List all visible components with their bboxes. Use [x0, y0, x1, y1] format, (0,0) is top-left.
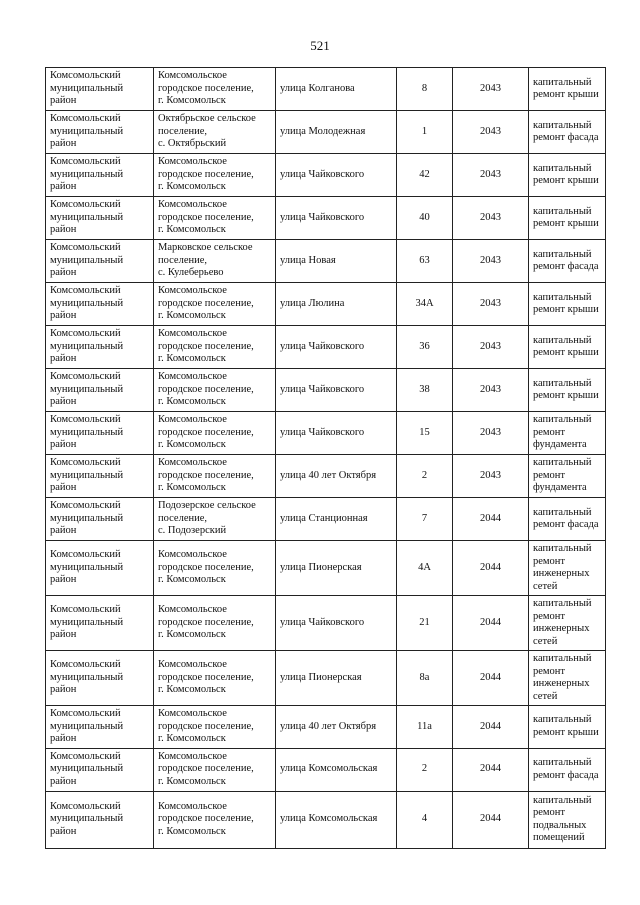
table-row	[46, 791, 606, 848]
settlement-cell: Комсомольское городское поселение, г. Комсомольск	[154, 596, 276, 651]
work-type-cell: капитальный ремонт крыши	[529, 326, 606, 369]
table-row	[46, 240, 606, 283]
table-row	[46, 412, 606, 455]
year-cell: 2043	[453, 326, 529, 369]
settlement-cell: Октябрьское сельское поселение, с. Октябрьский	[154, 111, 276, 154]
settlement-cell: Комсомольское городское поселение, г. Комсомольск	[154, 68, 276, 111]
year-cell: 2044	[453, 651, 529, 706]
year-cell: 2044	[453, 596, 529, 651]
work-type-cell: капитальный ремонт крыши	[529, 197, 606, 240]
year-cell: 2043	[453, 412, 529, 455]
work-type-cell: капитальный ремонт фундамента	[529, 455, 606, 498]
table-row	[46, 498, 606, 541]
year-cell: 2043	[453, 154, 529, 197]
district-cell: Комсомольский муниципальный район	[46, 596, 154, 651]
street-cell: улица Чайковского	[276, 326, 397, 369]
settlement-cell: Марковское сельское поселение, с. Кулеберьево	[154, 240, 276, 283]
street-cell: улица 40 лет Октября	[276, 706, 397, 749]
street-cell: улица Комсомольская	[276, 791, 397, 848]
district-cell: Комсомольский муниципальный район	[46, 154, 154, 197]
work-type-cell: капитальный ремонт фасада	[529, 498, 606, 541]
year-cell: 2043	[453, 240, 529, 283]
street-cell: улица Молодежная	[276, 111, 397, 154]
work-type-cell: капитальный ремонт подвальных помещений	[529, 791, 606, 848]
settlement-cell: Комсомольское городское поселение, г. Комсомольск	[154, 154, 276, 197]
work-type-cell: капитальный ремонт крыши	[529, 706, 606, 749]
settlement-cell: Комсомольское городское поселение, г. Комсомольск	[154, 197, 276, 240]
street-cell: улица Комсомольская	[276, 748, 397, 791]
table-row	[46, 651, 606, 706]
house-number-cell: 34А	[397, 283, 453, 326]
street-cell: улица Чайковского	[276, 154, 397, 197]
district-cell: Комсомольский муниципальный район	[46, 498, 154, 541]
table-row	[46, 541, 606, 596]
settlement-cell: Комсомольское городское поселение, г. Комсомольск	[154, 283, 276, 326]
settlement-cell: Комсомольское городское поселение, г. Комсомольск	[154, 748, 276, 791]
table-row	[46, 596, 606, 651]
house-number-cell: 63	[397, 240, 453, 283]
work-type-cell: капитальный ремонт инженерных сетей	[529, 541, 606, 596]
district-cell: Комсомольский муниципальный район	[46, 68, 154, 111]
street-cell: улица 40 лет Октября	[276, 455, 397, 498]
district-cell: Комсомольский муниципальный район	[46, 197, 154, 240]
district-cell: Комсомольский муниципальный район	[46, 541, 154, 596]
street-cell: улица Чайковского	[276, 596, 397, 651]
street-cell: улица Колганова	[276, 68, 397, 111]
work-type-cell: капитальный ремонт фасада	[529, 240, 606, 283]
table-row	[46, 154, 606, 197]
table-row	[46, 111, 606, 154]
year-cell: 2044	[453, 748, 529, 791]
street-cell: улица Пионерская	[276, 541, 397, 596]
settlement-cell: Комсомольское городское поселение, г. Комсомольск	[154, 326, 276, 369]
repair-schedule-table	[45, 67, 606, 849]
house-number-cell: 4А	[397, 541, 453, 596]
house-number-cell: 4	[397, 791, 453, 848]
year-cell: 2043	[453, 68, 529, 111]
settlement-cell: Комсомольское городское поселение, г. Комсомольск	[154, 455, 276, 498]
house-number-cell: 8а	[397, 651, 453, 706]
work-type-cell: капитальный ремонт инженерных сетей	[529, 651, 606, 706]
year-cell: 2044	[453, 706, 529, 749]
year-cell: 2044	[453, 791, 529, 848]
district-cell: Комсомольский муниципальный район	[46, 412, 154, 455]
table-row	[46, 748, 606, 791]
year-cell: 2043	[453, 283, 529, 326]
settlement-cell: Подозерское сельское поселение, с. Подозерский	[154, 498, 276, 541]
street-cell: улица Новая	[276, 240, 397, 283]
page-number: 521	[310, 38, 330, 53]
house-number-cell: 36	[397, 326, 453, 369]
work-type-cell: капитальный ремонт крыши	[529, 154, 606, 197]
work-type-cell: капитальный ремонт крыши	[529, 283, 606, 326]
work-type-cell: капитальный ремонт фундамента	[529, 412, 606, 455]
year-cell: 2043	[453, 455, 529, 498]
district-cell: Комсомольский муниципальный район	[46, 791, 154, 848]
district-cell: Комсомольский муниципальный район	[46, 111, 154, 154]
district-cell: Комсомольский муниципальный район	[46, 369, 154, 412]
house-number-cell: 7	[397, 498, 453, 541]
settlement-cell: Комсомольское городское поселение, г. Комсомольск	[154, 541, 276, 596]
house-number-cell: 2	[397, 748, 453, 791]
table-row	[46, 283, 606, 326]
district-cell: Комсомольский муниципальный район	[46, 326, 154, 369]
house-number-cell: 11а	[397, 706, 453, 749]
year-cell: 2044	[453, 541, 529, 596]
house-number-cell: 21	[397, 596, 453, 651]
work-type-cell: капитальный ремонт инженерных сетей	[529, 596, 606, 651]
year-cell: 2043	[453, 197, 529, 240]
year-cell: 2043	[453, 111, 529, 154]
house-number-cell: 8	[397, 68, 453, 111]
work-type-cell: капитальный ремонт фасада	[529, 748, 606, 791]
work-type-cell: капитальный ремонт фасада	[529, 111, 606, 154]
street-cell: улица Люлина	[276, 283, 397, 326]
settlement-cell: Комсомольское городское поселение, г. Комсомольск	[154, 412, 276, 455]
house-number-cell: 40	[397, 197, 453, 240]
settlement-cell: Комсомольское городское поселение, г. Комсомольск	[154, 706, 276, 749]
district-cell: Комсомольский муниципальный район	[46, 651, 154, 706]
year-cell: 2043	[453, 369, 529, 412]
house-number-cell: 15	[397, 412, 453, 455]
year-cell: 2044	[453, 498, 529, 541]
table-row	[46, 706, 606, 749]
settlement-cell: Комсомольское городское поселение, г. Комсомольск	[154, 791, 276, 848]
street-cell: улица Чайковского	[276, 197, 397, 240]
table-row	[46, 369, 606, 412]
street-cell: улица Пионерская	[276, 651, 397, 706]
street-cell: улица Чайковского	[276, 369, 397, 412]
street-cell: улица Станционная	[276, 498, 397, 541]
settlement-cell: Комсомольское городское поселение, г. Комсомольск	[154, 369, 276, 412]
table-row	[46, 197, 606, 240]
settlement-cell: Комсомольское городское поселение, г. Комсомольск	[154, 651, 276, 706]
house-number-cell: 38	[397, 369, 453, 412]
district-cell: Комсомольский муниципальный район	[46, 706, 154, 749]
district-cell: Комсомольский муниципальный район	[46, 455, 154, 498]
table-row	[46, 68, 606, 111]
house-number-cell: 42	[397, 154, 453, 197]
street-cell: улица Чайковского	[276, 412, 397, 455]
table-body	[46, 68, 606, 849]
district-cell: Комсомольский муниципальный район	[46, 240, 154, 283]
table-row	[46, 326, 606, 369]
district-cell: Комсомольский муниципальный район	[46, 283, 154, 326]
work-type-cell: капитальный ремонт крыши	[529, 68, 606, 111]
work-type-cell: капитальный ремонт крыши	[529, 369, 606, 412]
table-row	[46, 455, 606, 498]
house-number-cell: 1	[397, 111, 453, 154]
house-number-cell: 2	[397, 455, 453, 498]
district-cell: Комсомольский муниципальный район	[46, 748, 154, 791]
